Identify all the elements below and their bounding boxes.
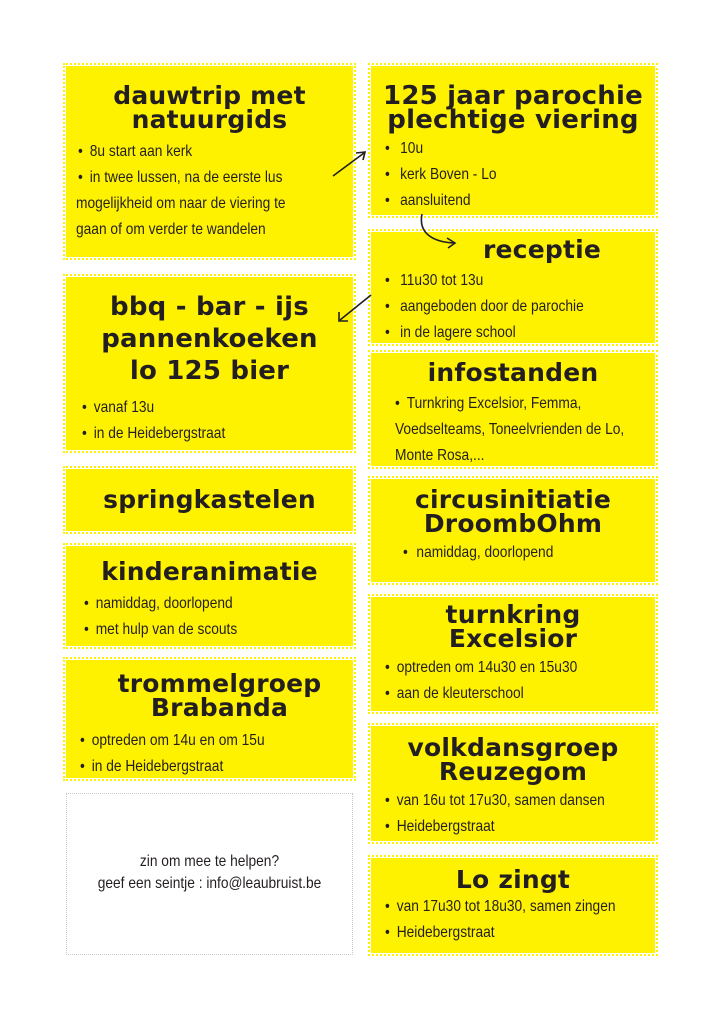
list-item: • 8u start aan kerk bbox=[78, 143, 193, 160]
card-dauwtrip bbox=[66, 66, 353, 257]
card-title: kinderanimatie bbox=[101, 557, 318, 586]
list-item: • met hulp van de scouts bbox=[84, 621, 238, 638]
help-question: zin om mee te helpen? bbox=[139, 853, 280, 870]
help-contact: geef een seintje : info@leaubruist.be bbox=[97, 875, 322, 892]
paragraph: • Turnkring Excelsior, Femma, bbox=[395, 395, 582, 412]
card-springkastelen bbox=[66, 469, 353, 531]
item-list bbox=[371, 268, 655, 346]
arrow-up-right-icon bbox=[330, 150, 370, 180]
list-item: • optreden om 14u en om 15u bbox=[80, 732, 265, 749]
arrow-down-left-icon bbox=[335, 292, 375, 324]
list-item: • aangeboden door de parochie bbox=[385, 298, 584, 315]
card-title: volkdansgroep Reuzegom bbox=[407, 733, 619, 786]
list-item: • van 17u30 tot 18u30, samen zingen bbox=[385, 898, 616, 915]
card-title: Lo zingt bbox=[455, 865, 571, 894]
card-title: turnkring Excelsior bbox=[445, 600, 581, 653]
list-item: • kerk Boven - Lo bbox=[385, 166, 497, 183]
item-list bbox=[371, 540, 655, 566]
list-item: • aan de kleuterschool bbox=[385, 685, 524, 702]
card-title: receptie bbox=[482, 235, 602, 264]
list-item: • 11u30 tot 13u bbox=[385, 272, 484, 289]
card-volksdans bbox=[371, 726, 655, 841]
list-item: • aansluitend bbox=[385, 192, 471, 209]
card-title: bbq - bar - ijs pannenkoeken lo 125 bier bbox=[101, 292, 318, 386]
item-list bbox=[371, 894, 655, 946]
list-item: • vanaf 13u bbox=[82, 399, 155, 416]
curved-arrow-icon bbox=[414, 212, 464, 252]
list-item: • Heidebergstraat bbox=[385, 924, 495, 941]
card-parochie bbox=[371, 66, 655, 215]
list-item: • optreden om 14u30 en 15u30 bbox=[385, 659, 578, 676]
card-title: infostanden bbox=[427, 358, 599, 387]
card-bbq bbox=[66, 277, 353, 450]
item-list bbox=[371, 788, 655, 840]
card-title: springkastelen bbox=[103, 485, 316, 514]
list-item: • namiddag, doorlopend bbox=[84, 595, 233, 612]
list-item: • namiddag, doorlopend bbox=[403, 544, 554, 561]
item-list bbox=[66, 395, 353, 447]
help-box bbox=[66, 793, 353, 955]
card-title: trommelgroep Brabanda bbox=[117, 669, 322, 722]
item-list bbox=[66, 591, 353, 643]
card-title: dauwtrip met natuurgids bbox=[113, 81, 306, 134]
item-list bbox=[371, 655, 655, 707]
card-trommelgroep bbox=[66, 660, 353, 778]
card-infostanden bbox=[371, 353, 655, 466]
card-title: 125 jaar parochie plechtige viering bbox=[383, 81, 643, 135]
list-item: • in de Heidebergstraat bbox=[80, 758, 224, 775]
list-item: • 10u bbox=[385, 140, 424, 157]
card-lozingt bbox=[371, 858, 655, 953]
list-item: • Heidebergstraat bbox=[385, 818, 495, 835]
card-circus bbox=[371, 479, 655, 582]
paragraph: • in twee lussen, na de eerste lus mogelijkheid om naar de viering te gaan of om verder te wandelen bbox=[76, 169, 286, 238]
list-item: • in de lagere school bbox=[385, 324, 516, 341]
card-turnkring bbox=[371, 597, 655, 711]
card-kinderanimatie bbox=[66, 546, 353, 646]
card-title: circusinitiatie DroombOhm bbox=[414, 485, 612, 538]
paragraph: Voedselteams, Toneelvrienden de Lo, Monte Rosa,... bbox=[395, 421, 625, 464]
item-list bbox=[66, 139, 353, 165]
item-list bbox=[66, 728, 353, 780]
item-list bbox=[371, 136, 655, 214]
list-item: • in de Heidebergstraat bbox=[82, 425, 226, 442]
list-item: • van 16u tot 17u30, samen dansen bbox=[385, 792, 605, 809]
